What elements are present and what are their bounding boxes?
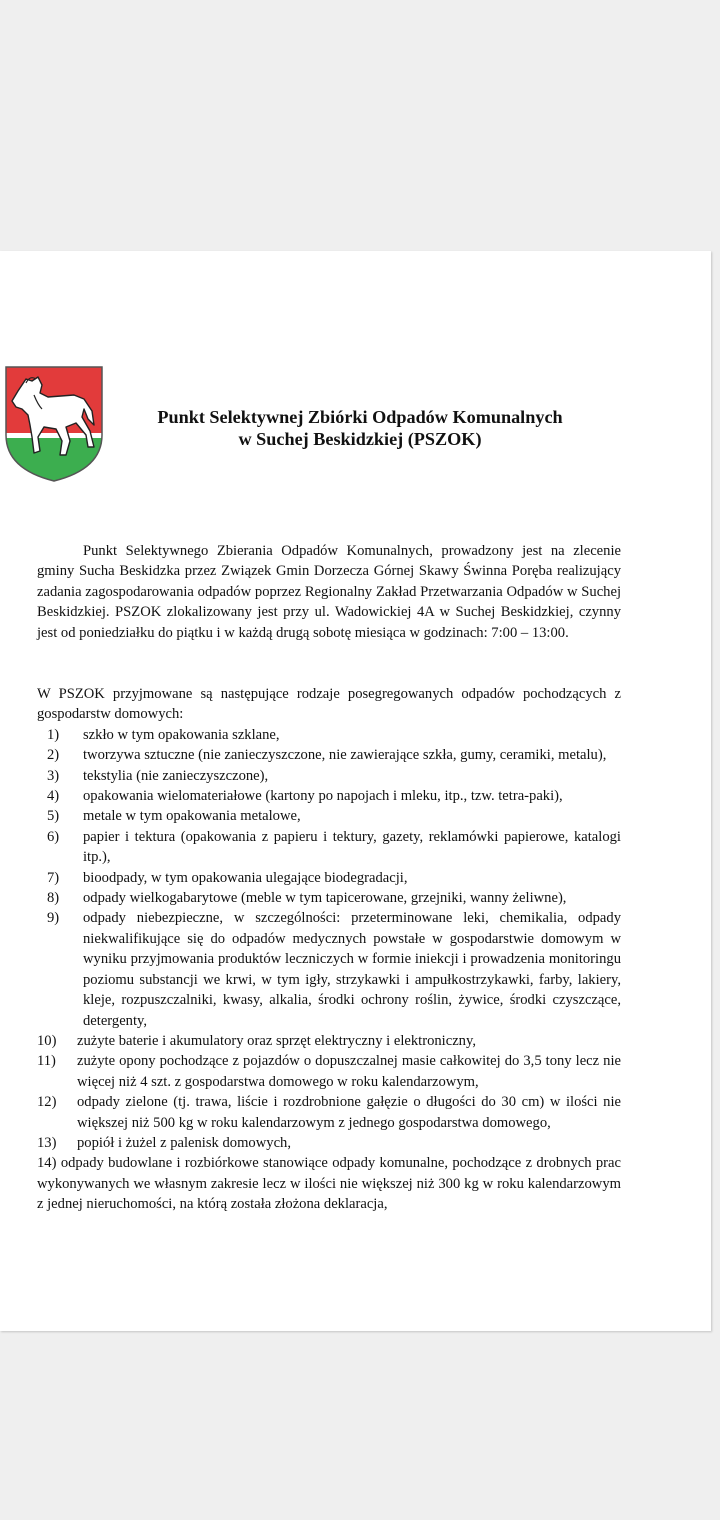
list-item-text: tekstylia (nie zanieczyszczone),	[83, 767, 269, 784]
list-item-text: odpady budowlane i rozbiórkowe stanowiące odpady komunalne, pochodzące z drobnych prac wykonywanych we własnym zakresie lecz w ilości nie większej niż 300 kg w roku kalendarzowym z jednej nieruchomości, na którą została złożona deklaracja,	[37, 1155, 621, 1213]
coat-of-arms-icon	[4, 365, 104, 483]
list-item	[37, 1133, 621, 1153]
list-item	[37, 827, 621, 868]
list-item-text: zużyte opony pochodzące z pojazdów o dopuszczalnej masie całkowitej do 3,5 tony lecz nie więcej niż 4 szt. z gospodarstwa domowego w roku kalendarzowym,	[77, 1053, 621, 1090]
list-item-number: 8)	[47, 890, 60, 907]
list-item-text: papier i tektura (opakowania z papieru i tektury, gazety, reklamówki papierowe, katalogi itp.),	[83, 828, 621, 866]
list-item	[37, 745, 621, 765]
list-item-number: 7)	[47, 869, 60, 886]
list-item-text: szkło w tym opakowania szklane,	[83, 726, 280, 743]
list-item-number: 4)	[47, 788, 60, 805]
list-item-text: zużyte baterie i akumulatory oraz sprzęt elektryczny i elektroniczny,	[77, 1032, 476, 1049]
list-item-number: 10)	[37, 1032, 57, 1049]
list-item-number: 5)	[47, 808, 60, 825]
list-item-number: 9)	[47, 910, 60, 927]
list-item	[37, 806, 621, 826]
title-line-2: w Suchej Beskidzkiej (PSZOK)	[238, 429, 482, 449]
list-item	[37, 725, 621, 745]
list-item	[37, 1092, 621, 1133]
list-item-text: metale w tym opakowania metalowe,	[83, 808, 301, 825]
list-item-number: 14)	[37, 1155, 57, 1172]
list-item	[37, 1051, 621, 1092]
list-item	[37, 888, 621, 908]
document-title	[120, 406, 600, 450]
list-item-text: bioodpady, w tym opakowania ulegające biodegradacji,	[83, 869, 408, 886]
list-item-number: 1)	[47, 726, 60, 743]
document-page	[0, 251, 711, 1331]
list-item	[37, 766, 621, 786]
list-item-number: 12)	[37, 1094, 57, 1111]
list-item-text: opakowania wielomateriałowe (kartony po napojach i mleku, itp., tzw. tetra-paki),	[83, 788, 563, 805]
list-item-number: 2)	[47, 747, 60, 764]
waste-list	[37, 725, 621, 1215]
list-item-text: odpady wielkogabarytowe (meble w tym tapicerowane, grzejniki, wanny żeliwne),	[83, 890, 567, 907]
intro-section	[37, 541, 621, 643]
list-item	[37, 786, 621, 806]
intro-paragraph: Punkt Selektywnego Zbierania Odpadów Komunalnych, prowadzony jest na zlecenie gminy Sucha Beskidzka przez Związek Gmin Dorzecza Górnej Skawy Świnna Poręba realizujący zadania zagospodarowania odpadów poprzez Regionalny Zakład Przetwarzania Odpadów w Suchej Beskidzkiej. PSZOK zlokalizowany jest przy ul. Wadowickiej 4A w Suchej Beskidzkiej, czynny jest od poniedziałku do piątku i w każdą drugą sobotę miesiąca w godzinach: 7:00 – 13:00.	[37, 543, 621, 641]
list-item-text: tworzywa sztuczne (nie zanieczyszczone, nie zawierające szkła, gumy, ceramiki, metalu),	[83, 747, 607, 764]
list-item	[37, 868, 621, 888]
list-item	[37, 1153, 621, 1214]
list-item-text: odpady zielone (tj. trawa, liście i rozdrobnione gałęzie o długości do 30 cm) w ilości nie większej niż 500 kg w roku kalendarzowym z jednego gospodarstwa domowego,	[77, 1094, 621, 1131]
list-item-text: popiół i żużel z palenisk domowych,	[77, 1134, 291, 1151]
list-item-number: 13)	[37, 1134, 57, 1151]
accepted-waste-section	[37, 684, 621, 1215]
list-item	[37, 908, 621, 1030]
list-item-number: 11)	[37, 1053, 56, 1070]
list-item-number: 6)	[47, 828, 60, 845]
title-line-1: Punkt Selektywnej Zbiórki Odpadów Komunalnych	[157, 407, 563, 427]
list-item	[37, 1031, 621, 1051]
accepted-intro: W PSZOK przyjmowane są następujące rodzaje posegregowanych odpadów pochodzących z gospodarstw domowych:	[37, 686, 621, 723]
list-item-number: 3)	[47, 767, 60, 784]
list-item-text: odpady niebezpieczne, w szczególności: przeterminowane leki, chemikalia, odpady niekwalifikujące się do odpadów medycznych powstałe w gospodarstwie domowym w wyniku przyjmowania produktów leczniczych w formie iniekcji i prowadzenia monitoringu poziomu substancji we krwi, w tym igły, strzykawki i ampułkostrzykawki, farby, lakiery, kleje, rozpuszczalniki, kwasy, alkalia, środki ochrony roślin, żywice, środki czyszczące, detergenty,	[83, 910, 621, 1029]
